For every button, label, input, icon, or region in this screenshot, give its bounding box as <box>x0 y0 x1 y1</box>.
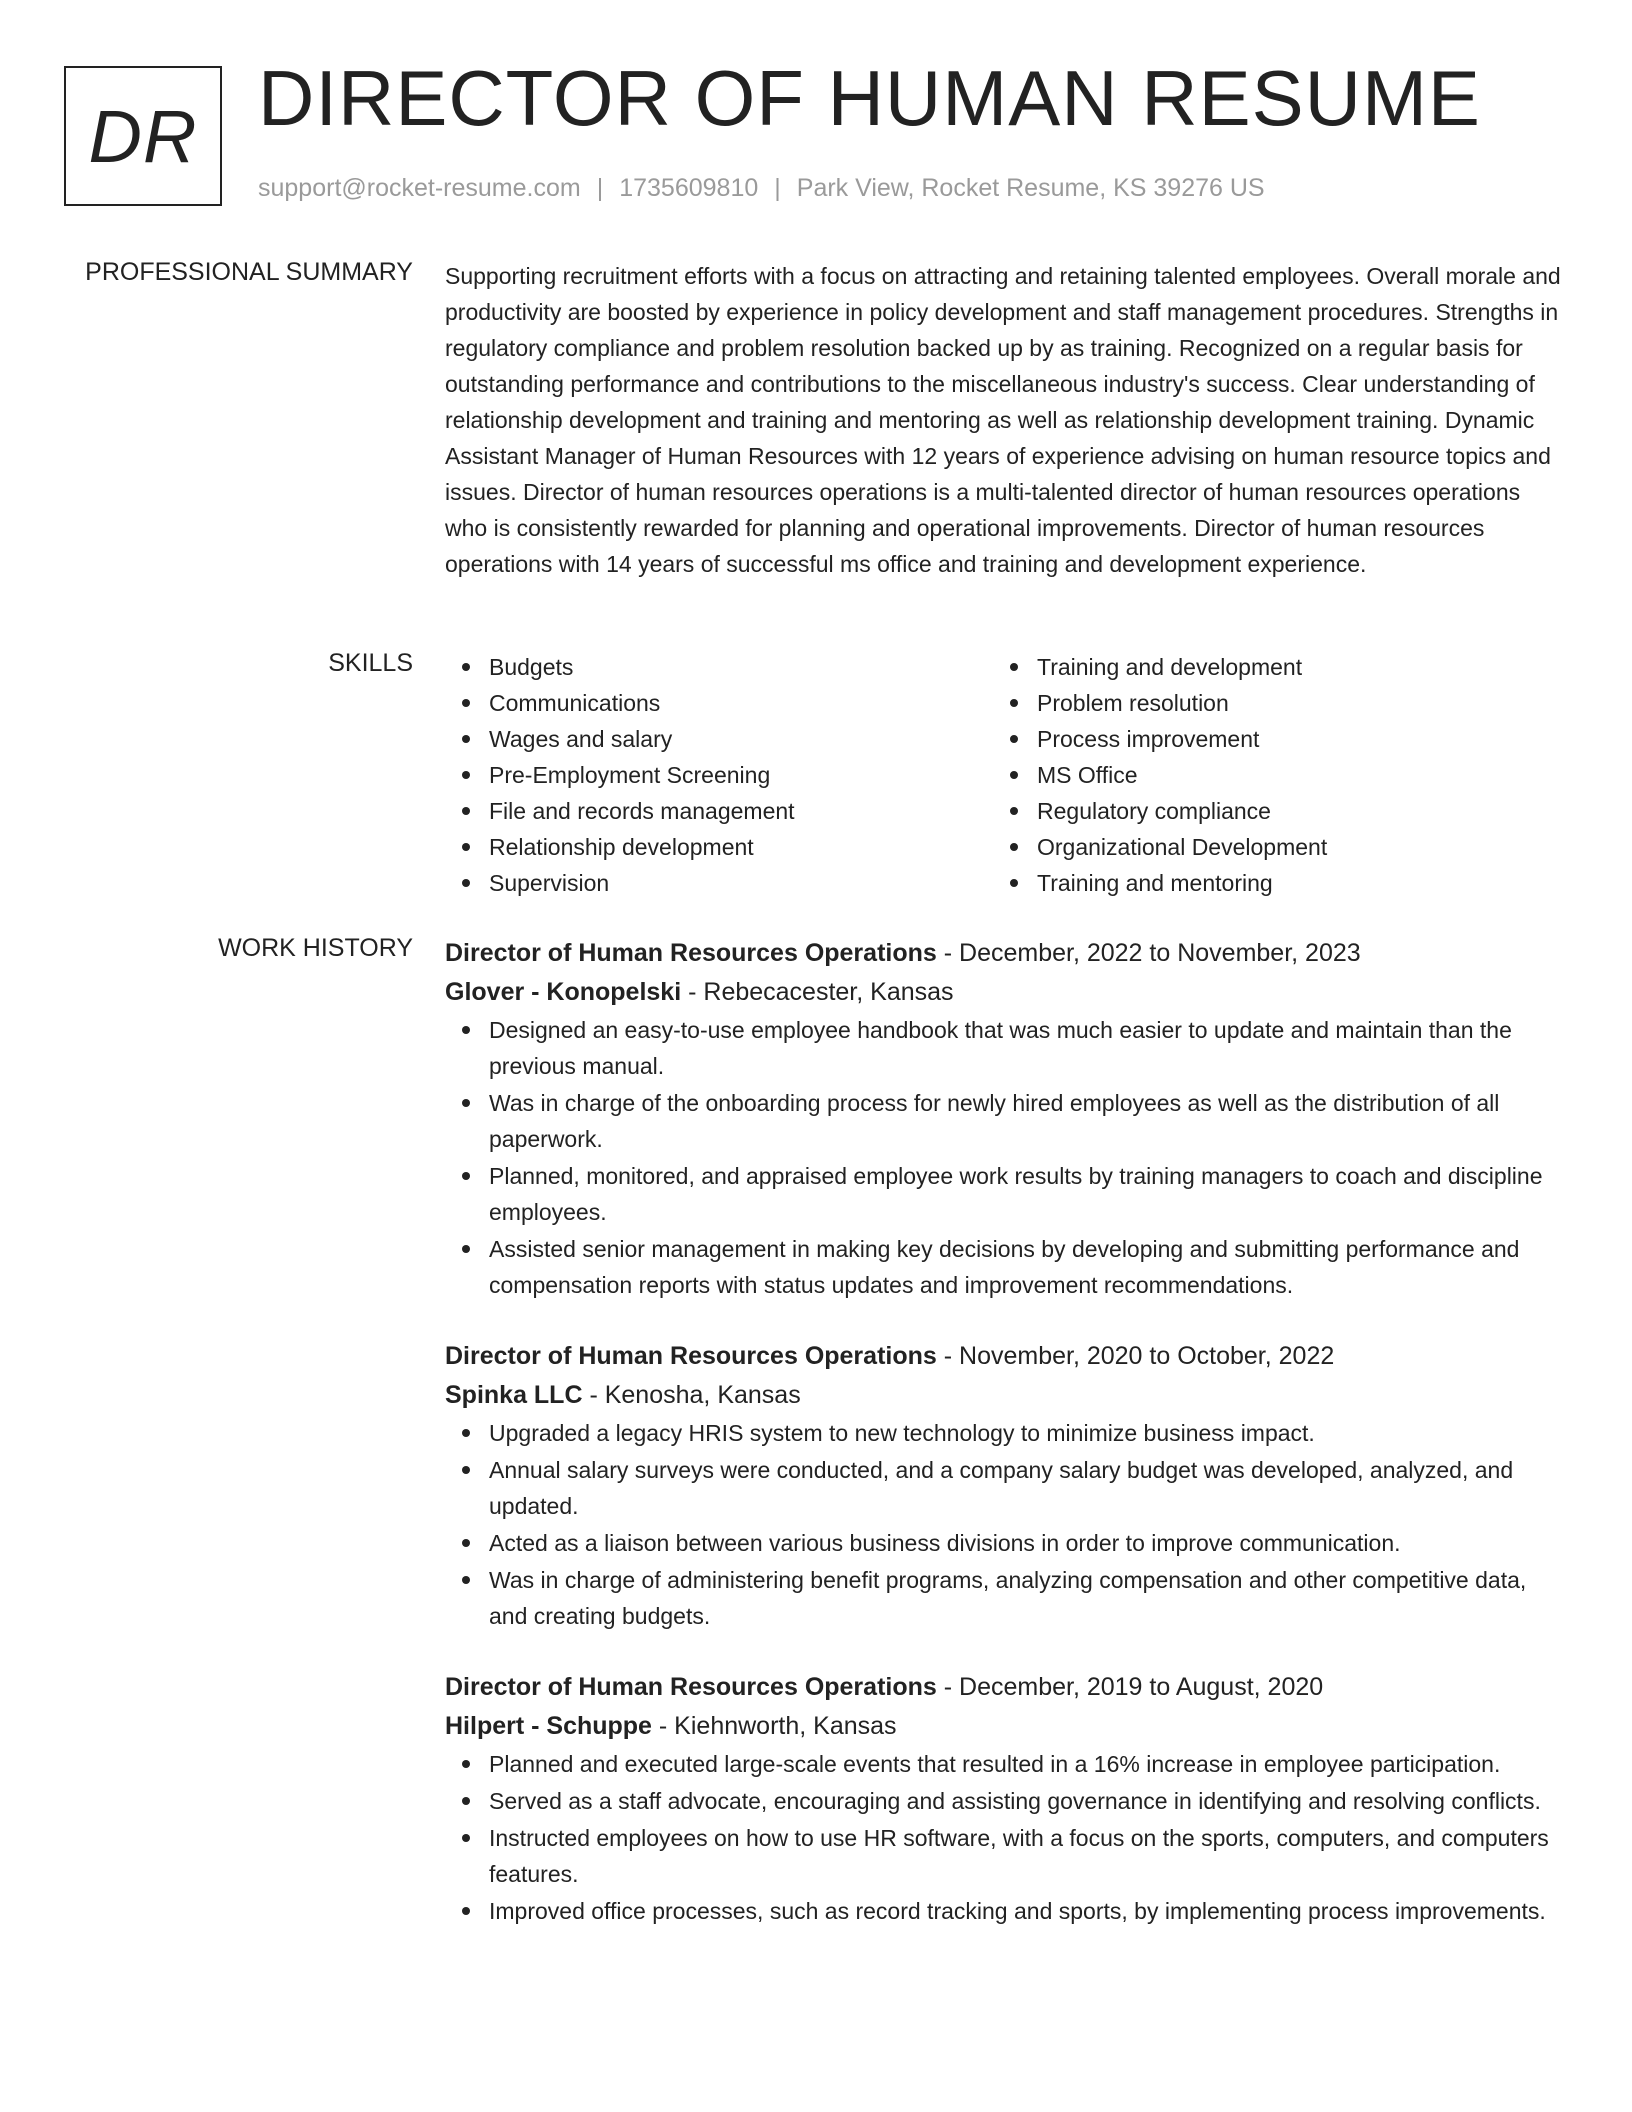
job-entry <box>445 1668 1565 1929</box>
job-dates: - November, 2020 to October, 2022 <box>936 1342 1335 1370</box>
job-bullet: Was in charge of administering benefit programs, analyzing compensation and other competitive data, and creating budgets. <box>445 1562 1565 1634</box>
job-bullet: Improved office processes, such as record tracking and sports, by implementing process improvements. <box>445 1893 1565 1929</box>
contact-email: support@rocket-resume.com <box>258 174 581 202</box>
job-bullets <box>445 1012 1565 1303</box>
resume-title: DIRECTOR OF HUMAN RESUME <box>258 54 1481 142</box>
skill-item: Regulatory compliance <box>993 793 1541 829</box>
job-location: - Kenosha, Kansas <box>582 1381 801 1409</box>
skill-item: Pre-Employment Screening <box>445 757 993 793</box>
skill-item: Communications <box>445 685 993 721</box>
job-title: Director of Human Resources Operations <box>445 1673 937 1701</box>
skills-body <box>445 649 1565 901</box>
skill-item: Problem resolution <box>993 685 1541 721</box>
skill-item: MS Office <box>993 757 1541 793</box>
monogram-avatar <box>64 66 222 206</box>
skill-item: Wages and salary <box>445 721 993 757</box>
contact-line <box>258 174 1265 203</box>
job-entry <box>445 934 1565 1303</box>
job-bullet: Planned, monitored, and appraised employee work results by training managers to coach and discipline employees. <box>445 1158 1565 1230</box>
job-title-line <box>445 934 1565 973</box>
job-company: Spinka LLC <box>445 1381 583 1409</box>
job-bullets <box>445 1746 1565 1929</box>
contact-separator: | <box>596 174 604 202</box>
job-bullet: Upgraded a legacy HRIS system to new technology to minimize business impact. <box>445 1415 1565 1451</box>
job-bullets <box>445 1415 1565 1634</box>
work-history-body <box>445 934 1565 1963</box>
job-company-line <box>445 1707 1565 1746</box>
job-bullet: Was in charge of the onboarding process for newly hired employees as well as the distribution of all paperwork. <box>445 1085 1565 1157</box>
job-company: Hilpert - Schuppe <box>445 1712 652 1740</box>
work-history-heading: WORK HISTORY <box>218 934 413 962</box>
skills-heading: SKILLS <box>328 649 413 677</box>
job-location: - Kiehnworth, Kansas <box>651 1712 897 1740</box>
monogram-initials: DR <box>88 94 198 178</box>
job-bullet: Acted as a liaison between various business divisions in order to improve communication. <box>445 1525 1565 1561</box>
job-dates: - December, 2022 to November, 2023 <box>936 939 1361 967</box>
job-bullet: Served as a staff advocate, encouraging and assisting governance in identifying and resolving conflicts. <box>445 1783 1565 1819</box>
contact-separator: | <box>774 174 781 202</box>
summary-text: Supporting recruitment efforts with a focus on attracting and retaining talented employees. Overall morale and productivity are boosted by experience in policy development and staff management procedures. Strengths in regulatory compliance and problem resolution backed up by as training. Recognized on a regular basis for outstanding performance and contributions to the miscellaneous industry's success. Clear understanding of relationship development and training and mentoring as well as relationship development training. Dynamic Assistant Manager of Human Resources with 12 years of experience advising on human resource topics and issues. Director of human resources operations is a multi-talented director of human resources operations who is consistently rewarded for planning and operational improvements. Director of human resources operations with 14 years of successful ms office and training and development experience. <box>445 263 1561 577</box>
skill-item: Supervision <box>445 865 993 901</box>
skill-item: Budgets <box>445 649 993 685</box>
job-title: Director of Human Resources Operations <box>445 939 937 967</box>
skills-list <box>445 649 1565 901</box>
job-dates: - December, 2019 to August, 2020 <box>936 1673 1324 1701</box>
job-company-line <box>445 1376 1565 1415</box>
job-title: Director of Human Resources Operations <box>445 1342 937 1370</box>
skill-item: Process improvement <box>993 721 1541 757</box>
contact-phone: 1735609810 <box>619 174 759 202</box>
job-bullet: Assisted senior management in making key decisions by developing and submitting performance and compensation reports with status updates and improvement recommendations. <box>445 1231 1565 1303</box>
skill-item: Relationship development <box>445 829 993 865</box>
job-bullet: Annual salary surveys were conducted, and a company salary budget was developed, analyzed, and updated. <box>445 1452 1565 1524</box>
skill-item: Training and development <box>993 649 1541 685</box>
job-entry <box>445 1337 1565 1634</box>
job-bullet: Instructed employees on how to use HR software, with a focus on the sports, computers, and computers features. <box>445 1820 1565 1892</box>
job-company-line <box>445 973 1565 1012</box>
job-title-line <box>445 1668 1565 1707</box>
job-bullet: Designed an easy-to-use employee handbook that was much easier to update and maintain than the previous manual. <box>445 1012 1565 1084</box>
skill-item: Training and mentoring <box>993 865 1541 901</box>
skill-item: File and records management <box>445 793 993 829</box>
job-bullet: Planned and executed large-scale events that resulted in a 16% increase in employee participation. <box>445 1746 1565 1782</box>
job-company: Glover - Konopelski <box>445 978 682 1006</box>
summary-heading: PROFESSIONAL SUMMARY <box>85 258 413 286</box>
job-title-line <box>445 1337 1565 1376</box>
job-location: - Rebecacester, Kansas <box>681 978 954 1006</box>
contact-address: Park View, Rocket Resume, KS 39276 US <box>796 174 1265 202</box>
skill-item: Organizational Development <box>993 829 1541 865</box>
